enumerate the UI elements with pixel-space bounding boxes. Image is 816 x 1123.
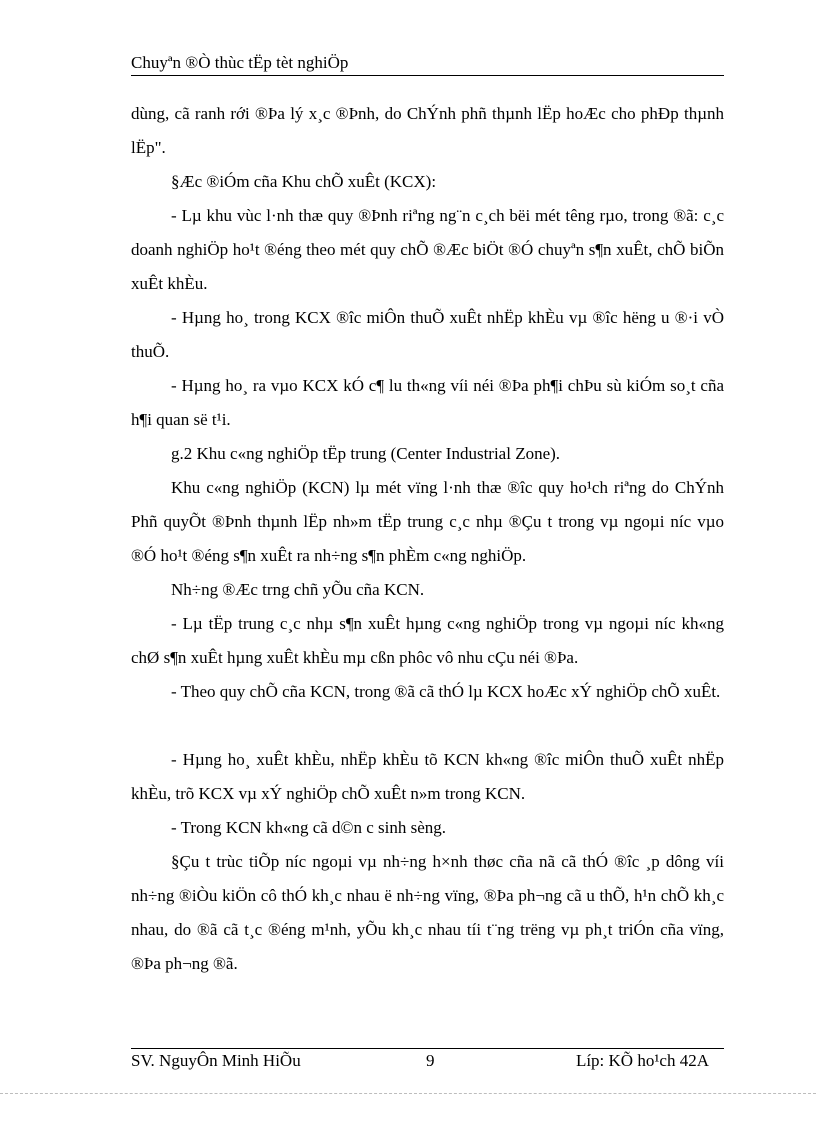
paragraph-kcn-point-3: - Hµng ho¸ xuÊt khÈu, nhËp khÈu tõ KCN kh«ng ®îc miÔn thuÕ xuÊt nhËp khÈu, trõ KCX vµ xÝ nghiÖp chÕ xuÊt n»m trong KCN. bbox=[131, 750, 724, 803]
paragraph-continuation: dùng, cã ranh rới ®Þa lý x¸c ®Þnh, do ChÝnh phñ thµnh lËp hoÆc cho phÐp thµnh lËp". bbox=[131, 104, 724, 157]
footer-page-number: 9 bbox=[426, 1051, 435, 1070]
footer-student-name: SV. NguyÔn Minh HiÕu bbox=[131, 1051, 301, 1070]
footer-class-label: Líp: KÕ ho¹ch 42A bbox=[575, 1051, 709, 1070]
paragraph-kcx-heading: §Æc ®iÓm cña Khu chÕ xuÊt (KCX): bbox=[171, 172, 437, 191]
header-title: Chuyªn ®Ò thùc tËp tèt nghiÖp bbox=[131, 53, 349, 72]
paragraph-fdi-conclusion: §Çu t trùc tiÕp níc ngoµi vµ nh÷ng h×nh thøc cña nã cã thÓ ®îc ¸p dông víi nh÷ng ®iÒu kiÖn cô thÓ kh¸c nhau ë nh÷ng vïng, ®Þa ph¬ng cã u thÕ, h¹n chÕ kh¸c nhau, do ®ã cã t¸c ®éng m¹nh, yÕu kh¸c nhau tíi t¨ng trëng vµ ph¸t triÓn cña vïng, ®Þa ph¬ng ®ã. bbox=[131, 852, 724, 973]
page-bottom-divider bbox=[0, 1093, 816, 1094]
paragraph-kcn-point-2: - Theo quy chÕ cña KCN, trong ®ã cã thÓ lµ KCX hoÆc xÝ nghiÖp chÕ xuÊt. bbox=[171, 682, 721, 701]
page-footer bbox=[131, 1048, 724, 1075]
paragraph-kcn-definition: Khu c«ng nghiÖp (KCN) lµ mét vïng l·nh thæ ®îc quy ho¹ch riªng do ChÝnh Phñ quyÕt ®Þnh thµnh lËp nh»m tËp trung c¸c nhµ ®Çu t trong vµ ngoµi níc vµo ®Ó ho¹t ®éng s¶n xuÊt ra nh÷ng s¶n phÈm c«ng nghiÖp. bbox=[131, 478, 724, 565]
paragraph-kcx-point-1: - Lµ khu vùc l·nh thæ quy ®Þnh riªng ng¨n c¸ch bëi mét têng rµo, trong ®ã: c¸c doanh nghiÖp ho¹t ®éng theo mét quy chÕ ®Æc biÖt ®Ó chuyªn s¶n xuÊt, chÕ biÕn xuÊt khÈu. bbox=[131, 206, 724, 293]
paragraph-kcn-heading: Nh÷ng ®Æc trng chñ yÕu cña KCN. bbox=[171, 580, 425, 599]
paragraph-kcx-point-3: - Hµng ho¸ ra vµo KCX kÓ c¶ lu th«ng víi néi ®Þa ph¶i chÞu sù kiÓm so¸t cña h¶i quan së t¹i. bbox=[131, 376, 724, 429]
paragraph-section-g2: g.2 Khu c«ng nghiÖp tËp trung (Center Industrial Zone). bbox=[171, 444, 561, 463]
paragraph-kcx-point-2: - Hµng ho¸ trong KCX ®îc miÔn thuÕ xuÊt nhËp khÈu vµ ®îc hëng u ®·i vÒ thuÕ. bbox=[131, 308, 724, 361]
paragraph-kcn-point-1: - Lµ tËp trung c¸c nhµ s¶n xuÊt hµng c«ng nghiÖp trong vµ ngoµi níc kh«ng chØ s¶n xuÊt hµng xuÊt khÈu mµ cßn phôc vô nhu cÇu néi ®Þa. bbox=[131, 614, 724, 667]
page-header bbox=[131, 52, 724, 76]
paragraph-kcn-point-4: - Trong KCN kh«ng cã d©n c sinh sèng. bbox=[171, 818, 446, 837]
